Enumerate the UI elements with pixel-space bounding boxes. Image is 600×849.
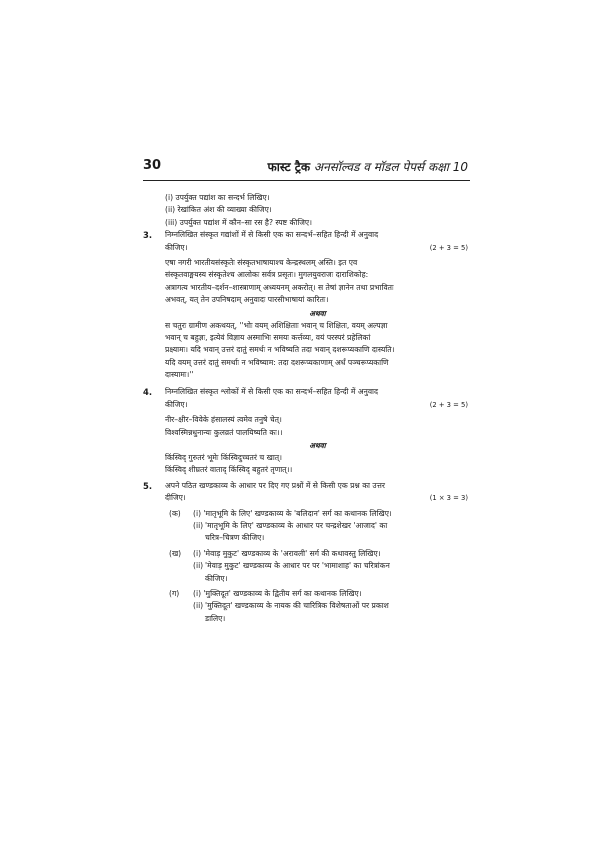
verse-line: किंस्विद् शीघ्रतरं वाताद् किंस्विद् बहुतरं तृणात्।। (165, 465, 293, 475)
marks: (2 + 3 = 5) (429, 243, 468, 252)
option-ga (143, 588, 470, 600)
option-sub-ii: 'मुक्तिदूत' खण्डकाव्य के नायक की चारित्रिक विशेषताओं पर प्रकाश (205, 601, 389, 611)
option-sub-ii: 'मेवाड़ मुकुट' खण्डकाव्य के आधार पर पर 'भामाशाह' का चरित्रांकन (205, 561, 390, 571)
verse-line: नीर–क्षीर–विवेके हंसालस्यं त्वमेव तनुषे चेत्। (165, 415, 282, 425)
sanskrit-verse-1 (143, 414, 470, 439)
passage-line: अभवत्, यत् तेन उपनिषदाम् अनुवादः पारसीभाषायां कारितः। (165, 295, 329, 305)
option-label: (ख) (169, 548, 182, 558)
page-header (143, 158, 470, 181)
question-text: निम्नलिखित संस्कृत गद्यांशों में से किसी एक का सन्दर्भ–सहित हिन्दी में अनुवाद (165, 230, 379, 240)
sanskrit-verse-2 (143, 452, 470, 477)
passage-line: प्रक्ष्यामः। यदि भवान् उत्तरं दातुं समर्थः न भविष्यति तदा भवान् दशरूप्यकाणि दास्यति। (165, 345, 395, 355)
roman-numeral: (ii) (193, 561, 204, 571)
option-label: (क) (169, 508, 181, 518)
sub-question: (i) उपर्युक्त पद्यांश का सन्दर्भ लिखिए। (165, 193, 270, 202)
option-sub-ii: 'मातृभूमि के लिए' खण्डकाव्य के आधार पर चन्द्रशेखर 'आजाद' का (205, 520, 388, 530)
option-ka (143, 508, 470, 520)
roman-numeral: (ii) (193, 601, 204, 611)
question-5 (143, 480, 470, 505)
question-text: अपने पठित खण्डकाव्य के आधार पर दिए गए प्रश्नों में से किसी एक प्रश्न का उत्तर (165, 480, 385, 490)
running-title (268, 158, 468, 175)
question-text: कीजिए। (165, 242, 188, 252)
question-text-line2 (165, 492, 470, 504)
option-sub-i: (i) 'मुक्तिदूत' खण्डकाव्य के द्वितीय सर्ग का कथानक लिखिए। (193, 588, 362, 598)
passage-line: यदि वयम् उत्तरं दातुं समर्थाः न भविष्याम: तदा दशरूप्यकाणाम् अर्धं पञ्चरूप्यकाणि (165, 357, 389, 367)
option-kha (143, 548, 470, 560)
passage-line: दास्यामः।'' (165, 370, 194, 380)
running-title-bold: फास्ट ट्रैक (267, 160, 311, 174)
option-sub-i: (i) 'मातृभूमि के लिए' खण्डकाव्य के 'बलिदान' सर्ग का कथानक लिखिए। (193, 508, 392, 518)
question-text: निम्नलिखित संस्कृत श्लोकों में से किसी एक का सन्दर्भ–सहित हिन्दी में अनुवाद (165, 387, 379, 397)
marks: (2 + 3 = 5) (429, 400, 468, 409)
verse-line: विश्वस्मिन्नधुनान्यः कुलव्रतं पालयिष्यति कः।। (165, 427, 283, 437)
question-4 (143, 386, 470, 411)
question-text-line2 (165, 242, 470, 254)
sub-question: (iii) उपर्युक्त पद्यांश में कौन–सा रस है? स्पष्ट कीजिए। (165, 217, 313, 227)
question-text-line2 (165, 399, 470, 411)
passage-line: अत्रागत्य भारतीय–दर्शन–शास्त्राणाम् अध्ययनम् अकरोत्। स तेषां ज्ञानेन तथा प्रभावितः (165, 282, 394, 292)
option-sub-ii-continued: कीजिए। (205, 573, 228, 583)
question-3 (143, 229, 470, 254)
page-number: 30 (143, 158, 162, 173)
passage-line: स चतुरः ग्रामीण अकथयत्, ''भोः वयम् अशिक्षिताः भवान् च शिक्षितः, वयम् अल्पज्ञा (165, 320, 388, 330)
question-number: 4. (143, 387, 153, 398)
option-kha-sub-ii (143, 560, 470, 572)
marks: (1 × 3 = 3) (429, 494, 468, 503)
verse-line: किंस्विद् गुरुतरं भूमेः किंस्विदुच्चतरं च खात्। (165, 453, 283, 463)
passage-line: भवान् च बहुज्ञः, इत्येवं विज्ञाय अस्माभिः समयः कर्त्तव्यः, वयं परस्परं प्रहेलिकां (165, 332, 371, 342)
option-label: (ग) (169, 588, 180, 598)
option-ka-sub-ii (143, 520, 470, 532)
option-sub-ii-continued: चरित्र–चित्रण कीजिए। (205, 533, 265, 543)
option-sub-i: (i) 'मेवाड़ मुकुट' खण्डकाव्य के 'अरावली' सर्ग की कथावस्तु लिखिए। (193, 548, 381, 558)
or-separator: अथवा (309, 441, 326, 451)
question-number: 3. (143, 230, 153, 241)
sub-question: (ii) रेखांकित अंश की व्याख्या कीजिए। (165, 205, 272, 215)
question-text: दीजिए। (165, 493, 186, 503)
or-separator: अथवा (309, 308, 326, 318)
page-content (143, 192, 470, 625)
roman-numeral: (ii) (193, 520, 204, 530)
question-number: 5. (143, 480, 153, 491)
passage-line: एषा नगरी भारतीयसंस्कृतेः संस्कृतभाषायाश्च केन्द्रस्थलम् अस्ति। इत एव (165, 257, 358, 267)
question-text: कीजिए। (165, 399, 188, 409)
sanskrit-passage-2 (143, 320, 470, 382)
running-title-italic: अनसॉल्वड व मॉडल पेपर्स कक्षा 10 (313, 160, 468, 174)
sanskrit-passage-1 (143, 257, 470, 307)
passage-line: संस्कृतवाङ्मयस्य संस्कृतेश्च आलोकः सर्वत्र प्रसृतः। मुगलयुवराजः दाराशिकोह: (165, 270, 369, 280)
option-ga-sub-ii (143, 600, 470, 612)
option-sub-ii-continued: डालिए। (205, 613, 226, 623)
